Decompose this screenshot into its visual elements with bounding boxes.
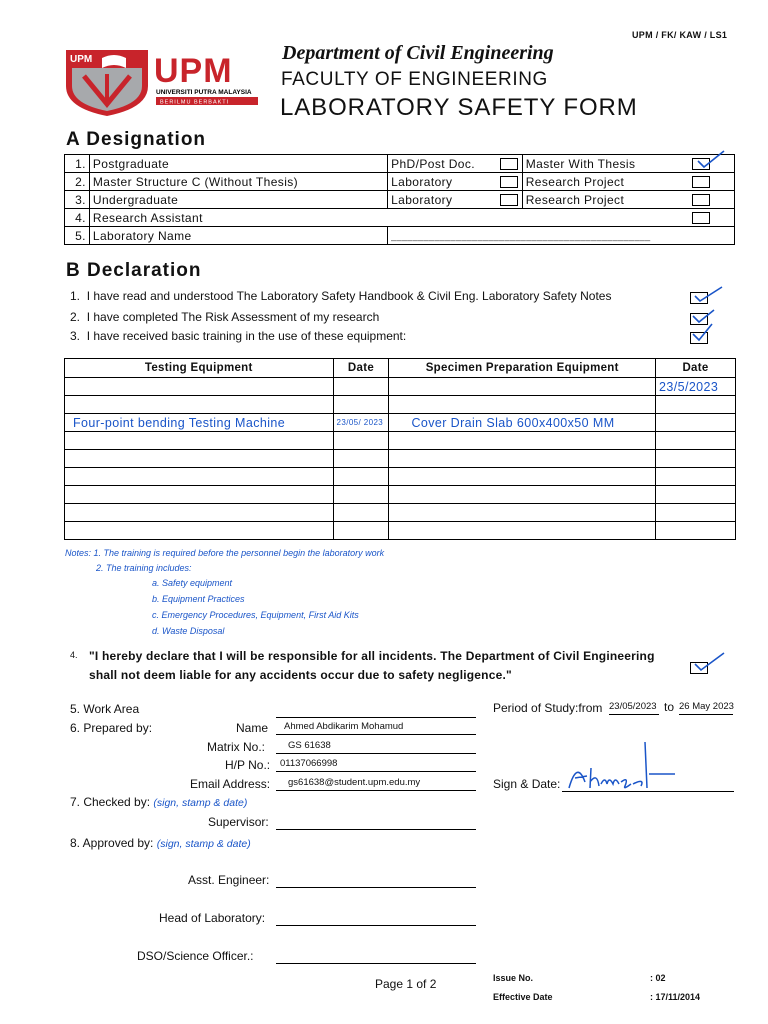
option-label: Research Project	[525, 192, 625, 207]
declaration-item	[70, 289, 611, 303]
table-cell[interactable]	[333, 486, 389, 504]
option-label: Master With Thesis	[525, 156, 636, 171]
check-mark-icon	[688, 322, 718, 344]
page-number: Page 1 of 2	[375, 977, 437, 991]
note-2a: a. Safety equipment	[152, 578, 233, 588]
table-cell[interactable]	[65, 396, 334, 414]
item-text: I have read and understood The Laboratory Safety Handbook & Civil Eng. Laboratory Safety Notes	[86, 289, 612, 303]
table-row	[65, 432, 736, 450]
row-number: 4.	[65, 209, 90, 227]
period-to-label: to	[664, 700, 675, 714]
work-area-label: 5. Work Area	[70, 702, 140, 716]
table-cell[interactable]	[65, 504, 334, 522]
table-cell[interactable]	[389, 468, 656, 486]
designation-row	[65, 227, 735, 245]
check-mark-icon	[688, 284, 724, 306]
checked-by-text: 7. Checked by:	[70, 795, 151, 809]
table-cell[interactable]	[65, 450, 334, 468]
logo-motto: BERILMU BERBAKTI	[160, 99, 230, 106]
table-row	[65, 414, 736, 432]
matrix-field[interactable]: GS 61638	[276, 740, 476, 754]
approved-by-note: (sign, stamp & date)	[156, 838, 251, 850]
period-label: Period of Study:from	[493, 701, 603, 715]
note-2: 2. The training includes:	[96, 563, 192, 573]
name-field[interactable]: Ahmed Abdikarim Mohamud	[276, 721, 476, 735]
note-2c: c. Emergency Procedures, Equipment, First Aid Kits	[152, 610, 359, 620]
laboratory-name-field[interactable]: ________________________________________________	[388, 227, 735, 245]
table-cell[interactable]	[389, 378, 656, 396]
form-title: LABORATORY SAFETY FORM	[280, 94, 638, 121]
designation-row	[65, 209, 735, 227]
col-header: Testing Equipment	[65, 359, 334, 378]
period-from-field[interactable]: 23/05/2023	[609, 701, 659, 715]
item-text: I have received basic training in the use of these equipment:	[86, 329, 407, 343]
col-header: Specimen Preparation Equipment	[389, 359, 656, 378]
table-cell[interactable]	[389, 486, 656, 504]
check-mark-icon	[692, 149, 726, 171]
row-number: 1.	[65, 155, 90, 173]
responsibility-statement-line1: "I hereby declare that I will be responsible for all incidents. The Department of Civil Engineering	[89, 649, 655, 663]
section-a-title: A Designation	[66, 129, 207, 150]
laboratory-checkbox[interactable]	[500, 176, 518, 188]
supervisor-field[interactable]	[276, 815, 476, 830]
designation-label: Postgraduate	[89, 155, 387, 173]
table-cell[interactable]	[65, 486, 334, 504]
table-row	[65, 378, 736, 396]
approved-by-text: 8. Approved by:	[70, 836, 154, 850]
option-label: Laboratory	[391, 174, 453, 189]
table-row	[65, 468, 736, 486]
col-header: Date	[656, 359, 736, 378]
declaration-item	[70, 329, 406, 343]
head-lab-field[interactable]	[276, 911, 476, 926]
issue-label: Issue No.	[493, 973, 534, 983]
designation-row	[65, 191, 735, 209]
effective-date-label: Effective Date	[493, 992, 553, 1002]
name-label: Name	[236, 721, 269, 735]
research-project-checkbox[interactable]	[692, 194, 710, 206]
option-label: Laboratory	[391, 192, 453, 207]
table-cell[interactable]	[656, 522, 736, 540]
designation-row	[65, 155, 735, 173]
table-cell[interactable]: 23/05/ 2023	[333, 414, 389, 432]
sign-date-label: Sign & Date:	[493, 777, 561, 791]
table-row	[65, 522, 736, 540]
laboratory-checkbox[interactable]	[500, 194, 518, 206]
designation-label: Master Structure C (Without Thesis)	[89, 173, 387, 191]
table-cell[interactable]	[333, 378, 389, 396]
table-cell[interactable]: Cover Drain Slab 600x400x50 MM	[389, 414, 656, 432]
table-cell[interactable]	[333, 522, 389, 540]
note-2b: b. Equipment Practices	[152, 594, 245, 604]
item-number: 4.	[70, 650, 78, 660]
dso-field[interactable]	[276, 949, 476, 964]
head-lab-label: Head of Laboratory:	[159, 911, 266, 925]
logo-wordmark: UPM	[154, 52, 233, 90]
item-number: 3.	[70, 329, 81, 343]
equipment-table	[64, 358, 736, 540]
table-cell[interactable]	[656, 396, 736, 414]
designation-label: Laboratory Name	[89, 227, 387, 245]
declaration-item	[70, 310, 379, 324]
table-cell[interactable]	[656, 468, 736, 486]
option-label: PhD/Post Doc.	[391, 156, 475, 171]
form-code: UPM / FK/ KAW / LS1	[632, 30, 728, 40]
item-text: I have completed The Risk Assessment of my research	[86, 310, 380, 324]
table-cell[interactable]	[656, 504, 736, 522]
dso-label: DSO/Science Officer.:	[137, 949, 254, 963]
table-row	[65, 396, 736, 414]
table-cell[interactable]	[656, 432, 736, 450]
table-cell[interactable]	[65, 522, 334, 540]
issue-value: : 02	[650, 973, 666, 983]
period-to-field[interactable]: 26 May 2023	[679, 701, 733, 715]
note-2d: d. Waste Disposal	[152, 626, 225, 636]
matrix-label: Matrix No.:	[207, 740, 266, 754]
table-cell[interactable]	[389, 450, 656, 468]
table-cell[interactable]	[656, 414, 736, 432]
table-cell[interactable]: Four-point bending Testing Machine	[65, 414, 334, 432]
table-cell[interactable]	[333, 450, 389, 468]
responsibility-statement-line2: shall not deem liable for any accidents occur due to safety negligence."	[89, 668, 512, 682]
table-cell[interactable]: 23/5/2023	[656, 378, 736, 396]
approved-by-label	[70, 836, 251, 850]
supervisor-label: Supervisor:	[208, 815, 269, 829]
row-number: 3.	[65, 191, 90, 209]
table-cell[interactable]	[333, 432, 389, 450]
email-field[interactable]: gs61638@student.upm.edu.my	[276, 777, 476, 791]
table-cell[interactable]	[333, 396, 389, 414]
row-number: 2.	[65, 173, 90, 191]
table-cell[interactable]	[65, 468, 334, 486]
signature-image	[565, 738, 680, 796]
table-cell[interactable]	[333, 468, 389, 486]
table-cell[interactable]	[389, 396, 656, 414]
research-assistant-checkbox[interactable]	[692, 212, 710, 224]
row-number: 5.	[65, 227, 90, 245]
asst-engineer-field[interactable]	[276, 873, 476, 888]
upm-logo	[64, 46, 264, 121]
work-area-field[interactable]	[276, 703, 476, 718]
table-cell[interactable]	[656, 486, 736, 504]
check-mark-icon	[688, 650, 726, 676]
effective-date-value: : 17/11/2014	[650, 992, 701, 1002]
table-cell[interactable]	[656, 450, 736, 468]
col-header: Date	[333, 359, 389, 378]
table-cell[interactable]	[389, 522, 656, 540]
hp-field[interactable]: 01137066998	[276, 758, 476, 772]
designation-row	[65, 173, 735, 191]
item-number: 2.	[70, 310, 81, 324]
phd-checkbox[interactable]	[500, 158, 518, 170]
option-label: Research Project	[525, 174, 625, 189]
research-project-checkbox[interactable]	[692, 176, 710, 188]
logo-shield-text: UPM	[70, 54, 93, 65]
checked-by-note: (sign, stamp & date)	[153, 797, 248, 809]
designation-label: Undergraduate	[89, 191, 387, 209]
prepared-by-label: 6. Prepared by:	[70, 721, 153, 735]
table-cell[interactable]	[65, 378, 334, 396]
section-b-title: B Declaration	[66, 260, 202, 281]
table-cell[interactable]	[333, 504, 389, 522]
asst-engineer-label: Asst. Engineer:	[188, 873, 270, 887]
faculty-title: FACULTY OF ENGINEERING	[281, 69, 548, 90]
email-label: Email Address:	[190, 777, 271, 791]
logo-university: UNIVERSITI PUTRA MALAYSIA	[156, 89, 252, 96]
designation-label: Research Assistant	[92, 210, 203, 225]
note-1: Notes: 1. The training is required before the personnel begin the laboratory work	[65, 548, 385, 558]
hp-label: H/P No.:	[225, 758, 271, 772]
table-row	[65, 486, 736, 504]
department-title: Department of Civil Engineering	[282, 42, 554, 64]
table-row	[65, 450, 736, 468]
table-cell[interactable]	[389, 432, 656, 450]
table-cell[interactable]	[389, 504, 656, 522]
item-number: 1.	[70, 289, 81, 303]
table-row	[65, 504, 736, 522]
designation-table	[64, 154, 735, 245]
checked-by-label	[70, 795, 247, 809]
table-cell[interactable]	[65, 432, 334, 450]
